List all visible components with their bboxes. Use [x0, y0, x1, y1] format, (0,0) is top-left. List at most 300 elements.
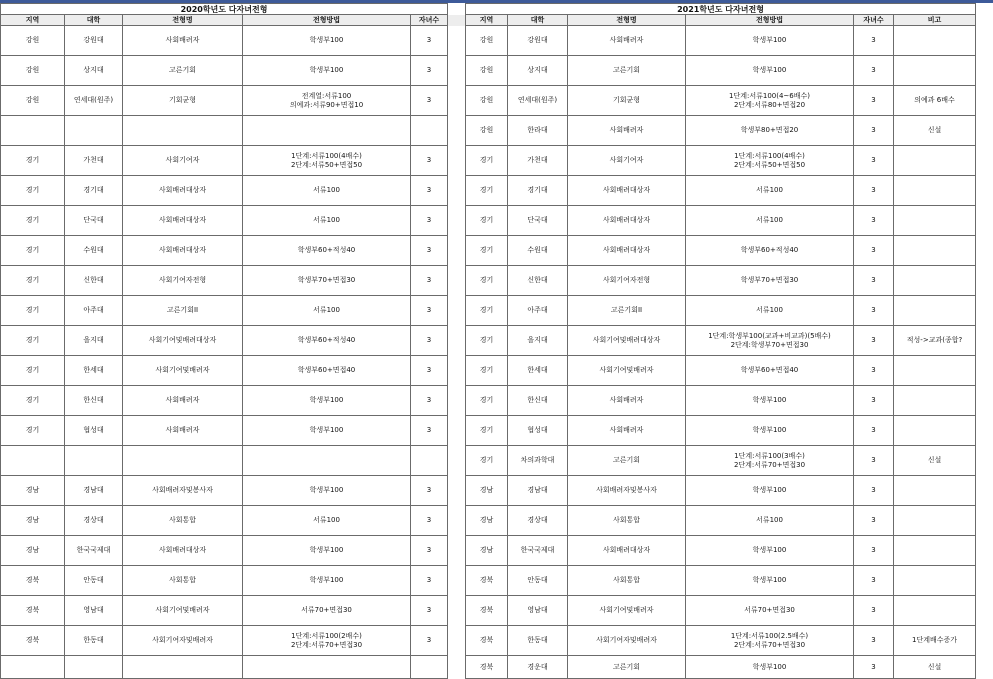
y2020-children-count-cell: 3	[411, 416, 448, 446]
title-2020: 2020학년도 다자녀전형	[1, 4, 448, 15]
y2021-region-cell: 경북	[466, 626, 508, 656]
y2021-remarks-cell: 적성->교과(종합?	[894, 326, 976, 356]
y2020-university-cell: 단국대	[65, 206, 123, 236]
y2021-university-cell: 한라대	[508, 116, 568, 146]
y2020-children-count-cell: 3	[411, 326, 448, 356]
y2021-university-cell: 아주대	[508, 296, 568, 326]
y2020-method-cell: 학생부100	[243, 26, 411, 56]
y2020-method-cell: 학생부60+면접40	[243, 356, 411, 386]
y2020-region-cell: 경기	[1, 176, 65, 206]
column-gap	[448, 56, 466, 86]
y2020-university-cell: 아주대	[65, 296, 123, 326]
y2021-method-cell: 서류100	[686, 296, 854, 326]
y2020-region-cell: 경기	[1, 206, 65, 236]
y2021-program-name-cell: 사회기여및배려자	[568, 356, 686, 386]
y2021-children-count-cell: 3	[854, 86, 894, 116]
y2021-region-cell: 경북	[466, 596, 508, 626]
y2021-children-count-cell: 3	[854, 176, 894, 206]
y2020-program-name-cell: 사회배려대상자	[123, 176, 243, 206]
table-row	[1, 86, 976, 116]
y2020-children-count-cell: 3	[411, 386, 448, 416]
y2020-university-cell: 경상대	[65, 506, 123, 536]
admissions-comparison-table	[0, 3, 976, 679]
y2020-method-cell: 학생부70+면접30	[243, 266, 411, 296]
header-cell: 전형방법	[243, 15, 411, 26]
header-cell: 비고	[894, 15, 976, 26]
y2021-university-cell: 안동대	[508, 566, 568, 596]
y2021-program-name-cell: 사회기여및배려자	[568, 596, 686, 626]
y2021-program-name-cell: 사회배려대상자	[568, 236, 686, 266]
y2020-university-cell	[65, 446, 123, 476]
y2020-region-cell: 경기	[1, 296, 65, 326]
y2021-program-name-cell: 사회기여자	[568, 146, 686, 176]
y2021-region-cell: 경기	[466, 146, 508, 176]
y2021-method-cell: 학생부70+면접30	[686, 266, 854, 296]
y2020-method-cell: 학생부60+적성40	[243, 326, 411, 356]
y2021-region-cell: 경남	[466, 506, 508, 536]
column-gap	[448, 446, 466, 476]
table-row	[1, 656, 976, 679]
table-row	[1, 476, 976, 506]
y2020-method-cell: 학생부100	[243, 56, 411, 86]
column-gap	[448, 416, 466, 446]
y2021-method-cell: 학생부100	[686, 536, 854, 566]
y2021-remarks-cell	[894, 476, 976, 506]
y2021-program-name-cell: 사회기여자및배려자	[568, 626, 686, 656]
y2020-program-name-cell: 사회기여자	[123, 146, 243, 176]
column-gap	[448, 116, 466, 146]
y2020-region-cell	[1, 116, 65, 146]
y2021-remarks-cell	[894, 416, 976, 446]
y2020-program-name-cell: 사회배려자및봉사자	[123, 476, 243, 506]
y2020-method-cell: 학생부100	[243, 536, 411, 566]
table-row	[1, 626, 976, 656]
y2020-region-cell: 경북	[1, 626, 65, 656]
table-row	[1, 116, 976, 146]
y2021-remarks-cell	[894, 536, 976, 566]
y2021-region-cell: 경북	[466, 656, 508, 679]
y2020-program-name-cell	[123, 446, 243, 476]
y2020-university-cell: 한동대	[65, 626, 123, 656]
y2020-program-name-cell: 사회기여자전형	[123, 266, 243, 296]
y2021-university-cell: 단국대	[508, 206, 568, 236]
y2020-region-cell: 경남	[1, 476, 65, 506]
y2021-program-name-cell: 사회배려자	[568, 116, 686, 146]
y2020-children-count-cell: 3	[411, 206, 448, 236]
y2021-remarks-cell	[894, 266, 976, 296]
y2021-method-cell: 서류100	[686, 506, 854, 536]
y2020-university-cell: 상지대	[65, 56, 123, 86]
y2020-region-cell: 경남	[1, 506, 65, 536]
column-gap	[448, 15, 466, 26]
column-gap	[448, 476, 466, 506]
y2020-method-cell: 서류100	[243, 176, 411, 206]
y2021-method-cell: 1단계:서류100(4배수) 2단계:서류50+면접50	[686, 146, 854, 176]
y2020-region-cell: 경기	[1, 326, 65, 356]
y2021-region-cell: 강원	[466, 56, 508, 86]
y2020-program-name-cell: 사회통합	[123, 506, 243, 536]
y2020-university-cell: 한세대	[65, 356, 123, 386]
column-gap	[448, 566, 466, 596]
column-gap	[448, 656, 466, 679]
y2021-children-count-cell: 3	[854, 236, 894, 266]
y2020-method-cell: 서류70+면접30	[243, 596, 411, 626]
y2020-region-cell: 경기	[1, 236, 65, 266]
y2021-method-cell: 학생부100	[686, 386, 854, 416]
y2020-program-name-cell	[123, 116, 243, 146]
header-cell: 전형명	[123, 15, 243, 26]
column-gap	[448, 386, 466, 416]
y2020-children-count-cell: 3	[411, 626, 448, 656]
y2021-children-count-cell: 3	[854, 416, 894, 446]
header-cell: 지역	[466, 15, 508, 26]
y2021-children-count-cell: 3	[854, 476, 894, 506]
y2021-remarks-cell: 신설	[894, 656, 976, 679]
y2021-region-cell: 경기	[466, 326, 508, 356]
y2021-children-count-cell: 3	[854, 116, 894, 146]
y2020-children-count-cell: 3	[411, 146, 448, 176]
y2020-region-cell: 경기	[1, 416, 65, 446]
table-row	[1, 56, 976, 86]
y2020-method-cell	[243, 446, 411, 476]
header-cell: 자녀수	[854, 15, 894, 26]
title-2021: 2021학년도 다자녀전형	[466, 4, 976, 15]
y2020-region-cell: 경북	[1, 566, 65, 596]
column-gap	[448, 86, 466, 116]
table-row	[1, 416, 976, 446]
y2020-program-name-cell: 고른기회II	[123, 296, 243, 326]
column-gap	[448, 206, 466, 236]
y2020-region-cell: 경기	[1, 266, 65, 296]
y2020-children-count-cell: 3	[411, 296, 448, 326]
y2021-children-count-cell: 3	[854, 326, 894, 356]
table-row	[1, 26, 976, 56]
y2021-university-cell: 가천대	[508, 146, 568, 176]
y2020-children-count-cell: 3	[411, 596, 448, 626]
y2020-method-cell	[243, 656, 411, 679]
y2021-method-cell: 1단계:학생부100(교과+비교과)(5배수) 2단계:학생부70+면접30	[686, 326, 854, 356]
y2021-university-cell: 을지대	[508, 326, 568, 356]
y2021-method-cell: 서류70+면접30	[686, 596, 854, 626]
y2020-program-name-cell: 사회배려자	[123, 386, 243, 416]
y2020-children-count-cell: 3	[411, 266, 448, 296]
y2021-remarks-cell	[894, 176, 976, 206]
y2021-children-count-cell: 3	[854, 356, 894, 386]
y2021-children-count-cell: 3	[854, 626, 894, 656]
y2021-program-name-cell: 사회배려대상자	[568, 206, 686, 236]
y2021-program-name-cell: 사회배려자	[568, 26, 686, 56]
table-row	[1, 206, 976, 236]
table-row	[1, 146, 976, 176]
y2021-region-cell: 강원	[466, 86, 508, 116]
y2021-university-cell: 영남대	[508, 596, 568, 626]
y2021-remarks-cell	[894, 356, 976, 386]
y2020-university-cell	[65, 116, 123, 146]
y2020-program-name-cell: 사회기여및배려자	[123, 356, 243, 386]
y2020-program-name-cell: 사회통합	[123, 566, 243, 596]
y2021-method-cell: 학생부80+면접20	[686, 116, 854, 146]
y2020-children-count-cell: 3	[411, 86, 448, 116]
column-gap	[448, 626, 466, 656]
header-cell: 대학	[508, 15, 568, 26]
y2021-university-cell: 경남대	[508, 476, 568, 506]
y2020-program-name-cell: 기회균형	[123, 86, 243, 116]
y2021-method-cell: 학생부60+적성40	[686, 236, 854, 266]
y2021-method-cell: 학생부100	[686, 416, 854, 446]
y2020-method-cell: 학생부100	[243, 416, 411, 446]
y2020-method-cell: 1단계:서류100(4배수) 2단계:서류50+면접50	[243, 146, 411, 176]
y2020-children-count-cell: 3	[411, 566, 448, 596]
y2021-region-cell: 경남	[466, 476, 508, 506]
y2020-program-name-cell: 사회배려자	[123, 416, 243, 446]
column-gap	[448, 176, 466, 206]
y2021-children-count-cell: 3	[854, 596, 894, 626]
y2021-region-cell: 경북	[466, 566, 508, 596]
y2021-program-name-cell: 사회배려자	[568, 386, 686, 416]
y2020-university-cell: 한신대	[65, 386, 123, 416]
table-row	[1, 536, 976, 566]
header-cell: 전형명	[568, 15, 686, 26]
y2021-method-cell: 서류100	[686, 206, 854, 236]
y2021-children-count-cell: 3	[854, 506, 894, 536]
y2021-region-cell: 경기	[466, 356, 508, 386]
y2020-program-name-cell: 사회기여자및배려자	[123, 626, 243, 656]
y2020-region-cell: 경기	[1, 146, 65, 176]
y2021-region-cell: 경기	[466, 176, 508, 206]
table-row	[1, 506, 976, 536]
y2021-university-cell: 신한대	[508, 266, 568, 296]
y2020-method-cell: 서류100	[243, 206, 411, 236]
y2021-program-name-cell: 사회통합	[568, 506, 686, 536]
y2021-children-count-cell: 3	[854, 56, 894, 86]
column-gap	[448, 326, 466, 356]
y2021-method-cell: 학생부100	[686, 476, 854, 506]
y2020-children-count-cell: 3	[411, 236, 448, 266]
y2020-university-cell: 연세대(원주)	[65, 86, 123, 116]
y2021-university-cell: 경기대	[508, 176, 568, 206]
y2021-children-count-cell: 3	[854, 206, 894, 236]
header-cell: 전형방법	[686, 15, 854, 26]
y2020-program-name-cell: 사회배려대상자	[123, 236, 243, 266]
table-row	[1, 266, 976, 296]
y2021-university-cell: 협성대	[508, 416, 568, 446]
y2020-children-count-cell: 3	[411, 56, 448, 86]
column-gap	[448, 26, 466, 56]
table-row	[1, 386, 976, 416]
y2021-university-cell: 경상대	[508, 506, 568, 536]
column-gap	[448, 596, 466, 626]
y2020-program-name-cell	[123, 656, 243, 679]
y2021-program-name-cell: 사회기여자전형	[568, 266, 686, 296]
header-cell: 지역	[1, 15, 65, 26]
table-row	[1, 356, 976, 386]
y2021-remarks-cell: 1단계배수증가	[894, 626, 976, 656]
y2021-method-cell: 1단계:서류100(3배수) 2단계:서류70+면접30	[686, 446, 854, 476]
y2021-university-cell: 한국국제대	[508, 536, 568, 566]
y2020-university-cell: 가천대	[65, 146, 123, 176]
y2020-method-cell	[243, 116, 411, 146]
y2021-university-cell: 경운대	[508, 656, 568, 679]
y2021-children-count-cell: 3	[854, 566, 894, 596]
y2021-method-cell: 서류100	[686, 176, 854, 206]
y2021-program-name-cell: 고른기회	[568, 656, 686, 679]
y2021-remarks-cell: 신설	[894, 116, 976, 146]
y2020-region-cell	[1, 446, 65, 476]
y2021-university-cell: 한세대	[508, 356, 568, 386]
y2021-children-count-cell: 3	[854, 266, 894, 296]
y2021-method-cell: 학생부100	[686, 656, 854, 679]
y2020-university-cell: 경남대	[65, 476, 123, 506]
y2021-remarks-cell	[894, 296, 976, 326]
y2021-region-cell: 경기	[466, 416, 508, 446]
y2021-children-count-cell: 3	[854, 296, 894, 326]
y2021-region-cell: 경기	[466, 446, 508, 476]
y2020-university-cell: 을지대	[65, 326, 123, 356]
column-gap	[448, 536, 466, 566]
y2021-university-cell: 한동대	[508, 626, 568, 656]
y2020-children-count-cell	[411, 116, 448, 146]
y2020-university-cell: 영남대	[65, 596, 123, 626]
y2021-method-cell: 1단계:서류100(2.5배수) 2단계:서류70+면접30	[686, 626, 854, 656]
y2021-method-cell: 학생부100	[686, 566, 854, 596]
column-gap	[448, 356, 466, 386]
y2021-children-count-cell: 3	[854, 446, 894, 476]
table-row	[1, 236, 976, 266]
y2020-method-cell: 전계열:서류100 의예과:서류90+면접10	[243, 86, 411, 116]
y2020-region-cell: 강원	[1, 56, 65, 86]
column-gap	[448, 4, 466, 15]
y2021-region-cell: 경기	[466, 266, 508, 296]
y2020-children-count-cell: 3	[411, 26, 448, 56]
table-row	[1, 296, 976, 326]
y2020-children-count-cell: 3	[411, 176, 448, 206]
y2021-university-cell: 상지대	[508, 56, 568, 86]
y2021-region-cell: 경기	[466, 206, 508, 236]
column-gap	[448, 236, 466, 266]
y2021-region-cell: 경기	[466, 236, 508, 266]
y2020-university-cell: 수원대	[65, 236, 123, 266]
y2020-program-name-cell: 사회배려자	[123, 26, 243, 56]
y2020-method-cell: 학생부60+적성40	[243, 236, 411, 266]
table-row	[1, 446, 976, 476]
y2021-program-name-cell: 고른기회	[568, 446, 686, 476]
y2021-university-cell: 연세대(원주)	[508, 86, 568, 116]
y2020-region-cell: 경기	[1, 386, 65, 416]
column-gap	[448, 506, 466, 536]
y2021-children-count-cell: 3	[854, 26, 894, 56]
y2021-remarks-cell	[894, 146, 976, 176]
y2021-children-count-cell: 3	[854, 146, 894, 176]
y2020-university-cell: 한국국제대	[65, 536, 123, 566]
y2021-children-count-cell: 3	[854, 386, 894, 416]
y2020-children-count-cell: 3	[411, 536, 448, 566]
y2020-program-name-cell: 고른기회	[123, 56, 243, 86]
y2021-remarks-cell	[894, 26, 976, 56]
y2020-university-cell: 경기대	[65, 176, 123, 206]
y2020-region-cell: 경기	[1, 356, 65, 386]
title-row	[1, 4, 976, 15]
table-row	[1, 176, 976, 206]
y2021-remarks-cell	[894, 56, 976, 86]
y2021-remarks-cell	[894, 386, 976, 416]
y2021-program-name-cell: 고른기회	[568, 56, 686, 86]
y2021-method-cell: 1단계:서류100(4~6배수) 2단계:서류80+면접20	[686, 86, 854, 116]
y2020-program-name-cell: 사회배려대상자	[123, 536, 243, 566]
table-row	[1, 596, 976, 626]
y2021-program-name-cell: 사회통합	[568, 566, 686, 596]
y2020-children-count-cell: 3	[411, 356, 448, 386]
y2021-method-cell: 학생부100	[686, 26, 854, 56]
y2020-university-cell: 신한대	[65, 266, 123, 296]
y2021-remarks-cell	[894, 566, 976, 596]
y2020-method-cell: 학생부100	[243, 386, 411, 416]
y2020-region-cell: 경남	[1, 536, 65, 566]
y2021-method-cell: 학생부100	[686, 56, 854, 86]
y2021-region-cell: 경남	[466, 536, 508, 566]
y2021-remarks-cell: 신설	[894, 446, 976, 476]
table-row	[1, 566, 976, 596]
y2020-method-cell: 서류100	[243, 296, 411, 326]
y2020-method-cell: 서류100	[243, 506, 411, 536]
table-row	[1, 326, 976, 356]
y2021-program-name-cell: 사회배려대상자	[568, 536, 686, 566]
y2020-university-cell: 협성대	[65, 416, 123, 446]
y2020-university-cell	[65, 656, 123, 679]
y2020-region-cell: 강원	[1, 26, 65, 56]
y2021-children-count-cell: 3	[854, 536, 894, 566]
column-gap	[448, 296, 466, 326]
y2021-university-cell: 차의과학대	[508, 446, 568, 476]
y2020-program-name-cell: 사회배려대상자	[123, 206, 243, 236]
y2020-region-cell: 강원	[1, 86, 65, 116]
y2021-region-cell: 강원	[466, 116, 508, 146]
y2020-university-cell: 강원대	[65, 26, 123, 56]
y2020-children-count-cell: 3	[411, 506, 448, 536]
y2021-university-cell: 수원대	[508, 236, 568, 266]
column-gap	[448, 146, 466, 176]
y2020-children-count-cell	[411, 656, 448, 679]
y2021-remarks-cell: 의예과 6배수	[894, 86, 976, 116]
y2020-program-name-cell: 사회기여및배려대상자	[123, 326, 243, 356]
y2021-program-name-cell: 사회기여및배려대상자	[568, 326, 686, 356]
column-gap	[448, 266, 466, 296]
y2020-method-cell: 학생부100	[243, 566, 411, 596]
header-cell: 자녀수	[411, 15, 448, 26]
y2021-university-cell: 한신대	[508, 386, 568, 416]
y2021-remarks-cell	[894, 206, 976, 236]
y2021-remarks-cell	[894, 236, 976, 266]
y2020-program-name-cell: 사회기여및배려자	[123, 596, 243, 626]
y2021-program-name-cell: 고른기회II	[568, 296, 686, 326]
header-row	[1, 15, 976, 26]
y2020-university-cell: 안동대	[65, 566, 123, 596]
y2021-remarks-cell	[894, 506, 976, 536]
y2021-method-cell: 학생부60+면접40	[686, 356, 854, 386]
header-cell: 대학	[65, 15, 123, 26]
y2020-method-cell: 학생부100	[243, 476, 411, 506]
y2020-region-cell	[1, 656, 65, 679]
y2021-program-name-cell: 사회배려자및봉사자	[568, 476, 686, 506]
y2021-region-cell: 경기	[466, 386, 508, 416]
y2020-children-count-cell: 3	[411, 476, 448, 506]
y2020-method-cell: 1단계:서류100(2배수) 2단계:서류70+면접30	[243, 626, 411, 656]
y2020-region-cell: 경북	[1, 596, 65, 626]
y2020-children-count-cell	[411, 446, 448, 476]
y2021-remarks-cell	[894, 596, 976, 626]
y2021-children-count-cell: 3	[854, 656, 894, 679]
y2021-region-cell: 강원	[466, 26, 508, 56]
y2021-region-cell: 경기	[466, 296, 508, 326]
